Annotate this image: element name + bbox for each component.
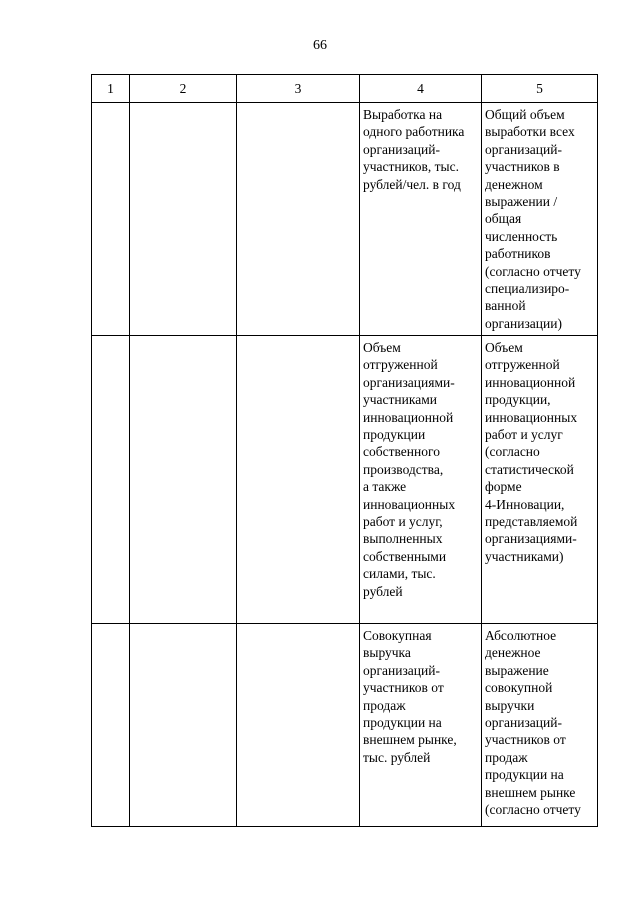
indicators-table [91, 74, 598, 827]
table-row [92, 624, 598, 827]
table-cell-col3 [237, 103, 360, 336]
indicator-name-cell: Совокупная выручка организаций- участников от продаж продукции на внешнем рынке, тыс. рублей [360, 624, 482, 827]
indicator-name-cell: Выработка на одного работника организаций- участников, тыс. рублей/чел. в год [360, 103, 482, 336]
table-cell-col1 [92, 336, 130, 624]
table-cell-col2 [130, 336, 237, 624]
table-cell-col3 [237, 624, 360, 827]
table-cell-col1 [92, 103, 130, 336]
calculation-method-cell: Объем отгруженной инновационной продукции, инновационных работ и услуг (согласно статистической форме 4-Инновации, представляемой организациями- участниками) [482, 336, 598, 624]
table-cell-col3 [237, 336, 360, 624]
column-header-4: 4 [360, 75, 482, 103]
column-header-1: 1 [92, 75, 130, 103]
calculation-method-cell: Общий объем выработки всех организаций- участников в денежном выражении / общая численность работников (согласно отчету специализиро- ванной организации) [482, 103, 598, 336]
table-row [92, 336, 598, 624]
table-cell-col2 [130, 103, 237, 336]
page-number: 66 [313, 38, 327, 53]
table-row [92, 103, 598, 336]
column-header-2: 2 [130, 75, 237, 103]
indicator-name-cell: Объем отгруженной организациями- участниками инновационной продукции собственного производства, а также инновационных работ и услуг, выполненных собственными силами, тыс. рублей [360, 336, 482, 624]
column-header-3: 3 [237, 75, 360, 103]
table-cell-col2 [130, 624, 237, 827]
calculation-method-cell: Абсолютное денежное выражение совокупной выручки организаций- участников от продаж продукции на внешнем рынке (согласно отчету [482, 624, 598, 827]
table-header-row [92, 75, 598, 103]
column-header-5: 5 [482, 75, 598, 103]
table-cell-col1 [92, 624, 130, 827]
